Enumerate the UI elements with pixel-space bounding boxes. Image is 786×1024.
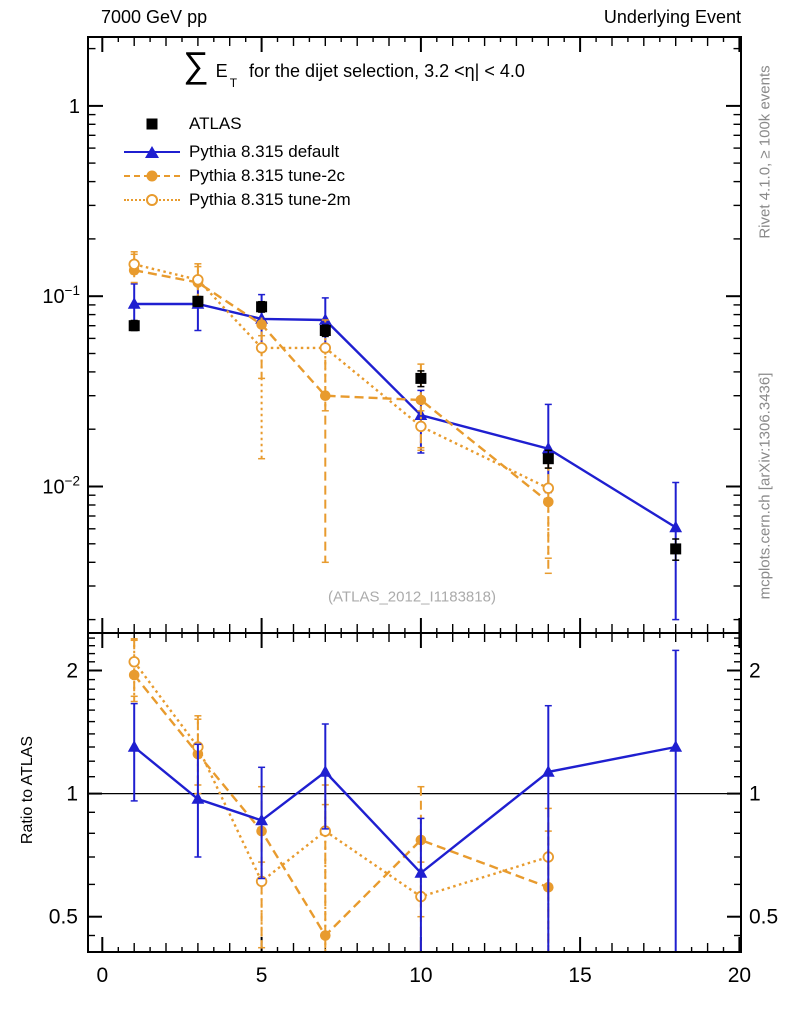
generator-version-label: Rivet 4.1.0, ≥ 100k events [756, 65, 774, 239]
analysis-id-watermark: (ATLAS_2012_I1183818) [328, 588, 496, 606]
observable-subscript: T [229, 76, 238, 90]
svg-text:0.5: 0.5 [749, 905, 779, 929]
mcplots-reference-label: mcplots.cern.ch [arXiv:1306.3436] [756, 372, 774, 600]
svg-text:1: 1 [749, 782, 761, 806]
selection-description: for the dijet selection, 3.2 <η| < 4.0 [249, 61, 525, 81]
ratio-y-axis-ticks [88, 638, 741, 935]
triangle-line-icon [124, 140, 180, 164]
legend-label: ATLAS [189, 114, 242, 133]
sum-symbol: ∑ [183, 44, 209, 85]
legend-item-atlas [124, 112, 242, 136]
observable-symbol: E [215, 61, 228, 81]
series-atlas [129, 296, 682, 560]
svg-text:0.5: 0.5 [48, 905, 78, 929]
svg-text:5: 5 [255, 964, 268, 987]
svg-text:2: 2 [66, 659, 78, 683]
svg-text:15: 15 [568, 964, 592, 987]
plot-title [183, 44, 525, 90]
legend-label: Pythia 8.315 tune-2m [189, 190, 351, 209]
main-y-axis-labels [42, 96, 80, 499]
x-axis-labels [96, 964, 751, 987]
ratio-axis-label: Ratio to ATLAS [19, 735, 36, 845]
legend-item-pythia-default [124, 140, 339, 164]
legend-label: Pythia 8.315 tune-2c [189, 166, 345, 185]
atlas-square-icon [124, 112, 180, 136]
open-circle-dotted-line-icon [124, 188, 180, 212]
svg-text:1: 1 [66, 782, 78, 806]
svg-text:20: 20 [727, 964, 752, 987]
ratio-panel-frame [88, 633, 741, 952]
svg-text:2: 2 [749, 659, 761, 683]
series-pythia-8-315-default [128, 278, 682, 619]
svg-text:10−1: $10^{-1}$ [42, 283, 80, 309]
legend-item-pythia-tune2m [124, 188, 351, 212]
legend-label: Pythia 8.315 default [189, 142, 340, 161]
svg-text:1: 1 [68, 95, 80, 118]
svg-text:10: 10 [409, 964, 433, 987]
circle-dashed-line-icon [124, 164, 180, 188]
svg-text:10−2: $10^{-2}$ [42, 473, 80, 499]
svg-text:0: 0 [96, 964, 109, 987]
beam-energy-label: 7000 GeV pp [101, 7, 208, 27]
series-pythia-8-315-default [128, 650, 682, 965]
analysis-category-label: Underlying Event [603, 7, 741, 27]
legend-item-pythia-tune2c [124, 164, 345, 188]
